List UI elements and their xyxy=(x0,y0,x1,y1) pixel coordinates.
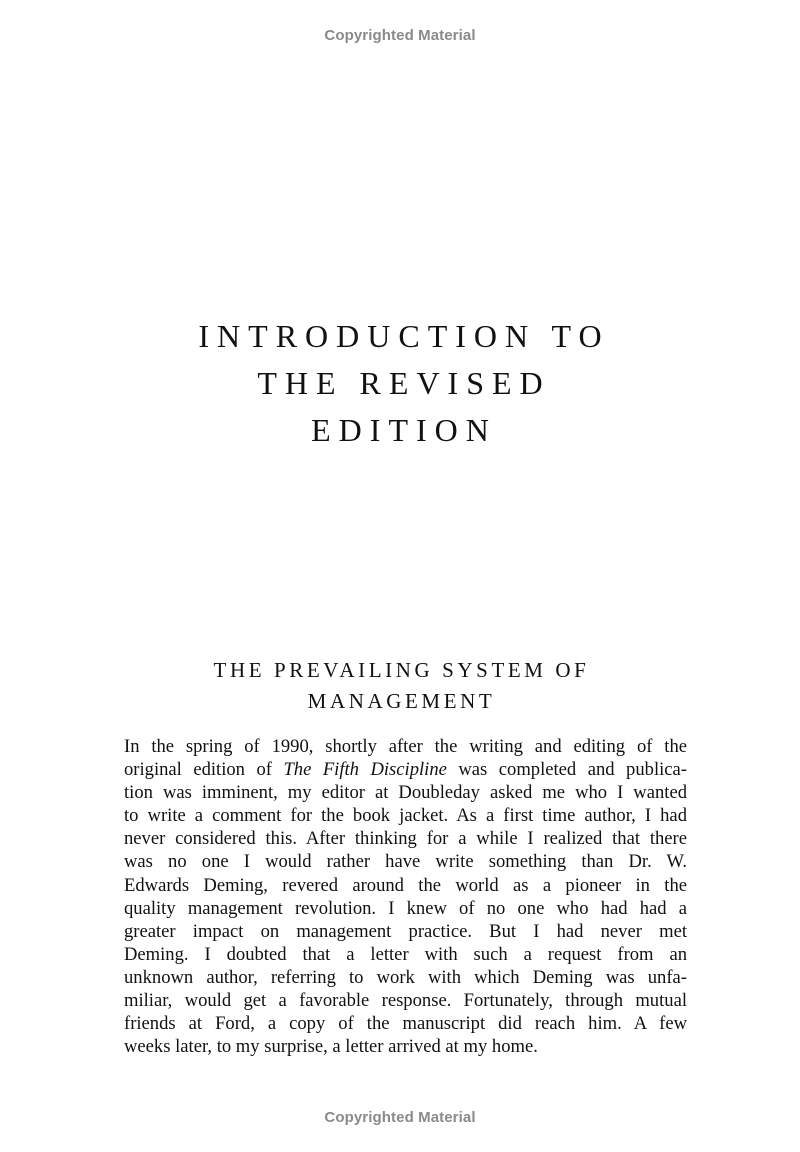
copyright-watermark-bottom: Copyrighted Material xyxy=(324,1109,476,1126)
paragraph-line: greater impact on management practice. But I had never met xyxy=(124,920,687,942)
body-paragraph xyxy=(124,735,687,1058)
paragraph-text: was completed and publica- xyxy=(446,759,687,781)
chapter-title-line: INTRODUCTION TO xyxy=(198,318,610,354)
chapter-title-line: THE REVISED xyxy=(257,365,551,401)
section-heading-line: THE PREVAILING SYSTEM OF xyxy=(213,658,590,682)
paragraph-line: never considered this. After thinking for a while I realized that there xyxy=(124,828,687,850)
paragraph-line: weeks later, to my surprise, a letter arrived at my home. xyxy=(124,1036,538,1058)
paragraph-line: Edwards Deming, revered around the world as a pioneer in the xyxy=(124,874,687,896)
paragraph-line: In the spring of 1990, shortly after the writing and editing of the xyxy=(124,736,687,757)
section-heading xyxy=(0,655,800,717)
paragraph-line: tion was imminent, my editor at Doubleday asked me who I wanted xyxy=(124,782,687,804)
paragraph-line xyxy=(124,758,687,781)
paragraph-line: quality management revolution. I knew of no one who had had a xyxy=(124,897,687,919)
copyright-watermark-top: Copyrighted Material xyxy=(324,27,476,44)
paragraph-line: miliar, would get a favorable response. Fortunately, through mutual xyxy=(124,990,687,1012)
paragraph-line: friends at Ford, a copy of the manuscript did reach him. A few xyxy=(124,1013,687,1035)
section-heading-line: MANAGEMENT xyxy=(307,689,496,713)
chapter-title xyxy=(0,313,800,454)
paragraph-line: to write a comment for the book jacket. As a first time author, I had xyxy=(124,805,687,827)
paragraph-line: unknown author, referring to work with which Deming was unfa- xyxy=(124,966,687,988)
paragraph-line: Deming. I doubted that a letter with such a request from an xyxy=(124,943,687,965)
chapter-title-line: EDITION xyxy=(311,412,497,448)
paragraph-text: original edition of xyxy=(124,759,284,781)
paragraph-line: was no one I would rather have write something than Dr. W. xyxy=(124,851,687,873)
book-title: The Fifth Discipline xyxy=(283,759,447,781)
